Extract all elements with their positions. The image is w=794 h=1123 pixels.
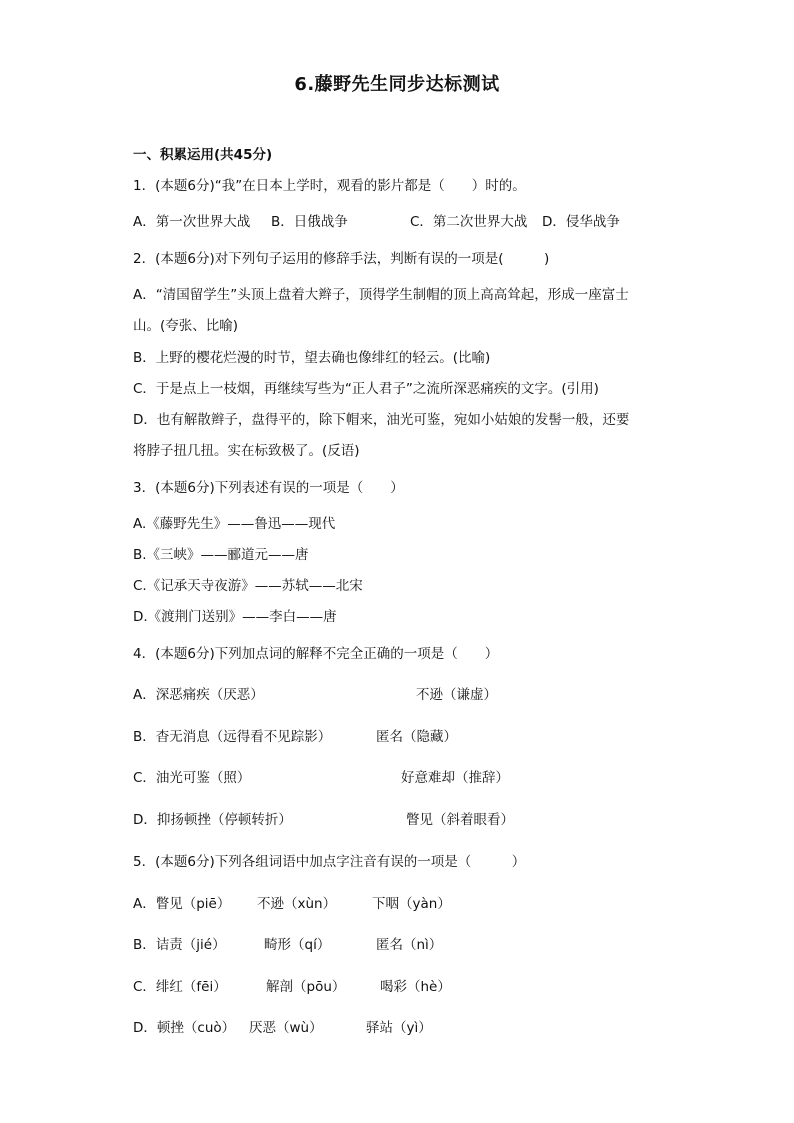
question-4-row-c [133,769,553,787]
row-col-1: A．瞥见（piē） [133,896,231,912]
row-col-3: 喝彩（hè） [380,979,451,995]
row-col-1: C．绯红（fēi） [133,979,227,995]
question-5-stem: 5．(本题6分)下列各组词语中加点字注音有误的一项是（ ） [133,854,526,870]
question-1-options [133,213,653,231]
row-col-3: 驿站（yì） [366,1020,432,1036]
option-b: B．日俄战争 [271,214,348,230]
question-4-row-b [133,728,533,746]
row-col-1: B．诘责（jié） [133,937,226,953]
question-2-stem: 2．(本题6分)对下列句子运用的修辞手法，判断有误的一项是( ) [133,251,550,267]
row-col-3: 下咽（yàn） [372,896,451,912]
question-2-option-c: C．于是点上一枝烟，再继续写些为“正人君子”之流所深恶痛疾的文字。(引用) [133,381,599,397]
question-3-stem: 3．(本题6分)下列表述有误的一项是（ ） [133,480,404,496]
question-2-option-d-line2: 将脖子扭几扭。实在标致极了。(反语) [133,443,360,459]
row-right: 好意难却（推辞） [401,770,509,786]
question-2-option-a-line1: A．“清国留学生”头顶上盘着大辫子，顶得学生制帽的顶上高高耸起，形成一座富士 [133,287,629,303]
question-2-option-b: B．上野的樱花烂漫的时节，望去确也像绯红的轻云。(比喻) [133,350,491,366]
row-right: 不逊（谦虚） [416,687,497,703]
question-3-option-a: A.《藤野先生》——鲁迅——现代 [133,516,336,532]
question-4-stem: 4．(本题6分)下列加点词的解释不完全正确的一项是（ ） [133,646,499,662]
row-left: D．抑扬顿挫（停顿转折） [133,812,292,828]
question-2-option-d-line1: D．也有解散辫子，盘得平的，除下帽来，油光可鉴，宛如小姑娘的发髻一般，还要 [133,412,630,428]
row-col-3: 匿名（nì） [376,937,443,953]
question-3-option-d: D.《渡荆门送别》——李白——唐 [133,609,337,625]
row-left: A．深恶痛疾（厌恶） [133,687,264,703]
section-heading: 一、积累运用(共45分) [133,147,273,163]
question-5-row-c [133,978,473,996]
row-right: 匿名（隐藏） [376,729,457,745]
question-4-row-d [133,811,553,829]
row-right: 瞥见（斜着眼看） [406,812,514,828]
option-a: A．第一次世界大战 [133,214,251,230]
row-left: C．油光可鉴（照） [133,770,251,786]
question-5-row-d [133,1019,473,1037]
question-5-row-a [133,895,473,913]
question-1-stem: 1．(本题6分)“我”在日本上学时，观看的影片都是（ ）时的。 [133,178,526,194]
row-left: B．杳无消息（远得看不见踪影） [133,729,332,745]
option-d: D．侵华战争 [542,214,620,230]
question-5-row-b [133,936,473,954]
question-3-option-c: C.《记承天寺夜游》——苏轼——北宋 [133,578,363,594]
row-col-2: 解剖（pōu） [266,979,346,995]
row-col-2: 厌恶（wù） [249,1020,323,1036]
question-2-option-a-line2: 山。(夸张、比喻) [133,318,239,334]
row-col-2: 不逊（xùn） [257,896,337,912]
row-col-2: 畸形（qí） [264,937,331,953]
option-c: C．第二次世界大战 [410,214,528,230]
question-4-row-a [133,686,533,704]
row-col-1: D．顿挫（cuò） [133,1020,236,1036]
document-title: 6.藤野先生同步达标测试 [294,74,500,95]
question-3-option-b: B.《三峡》——郦道元——唐 [133,547,309,563]
